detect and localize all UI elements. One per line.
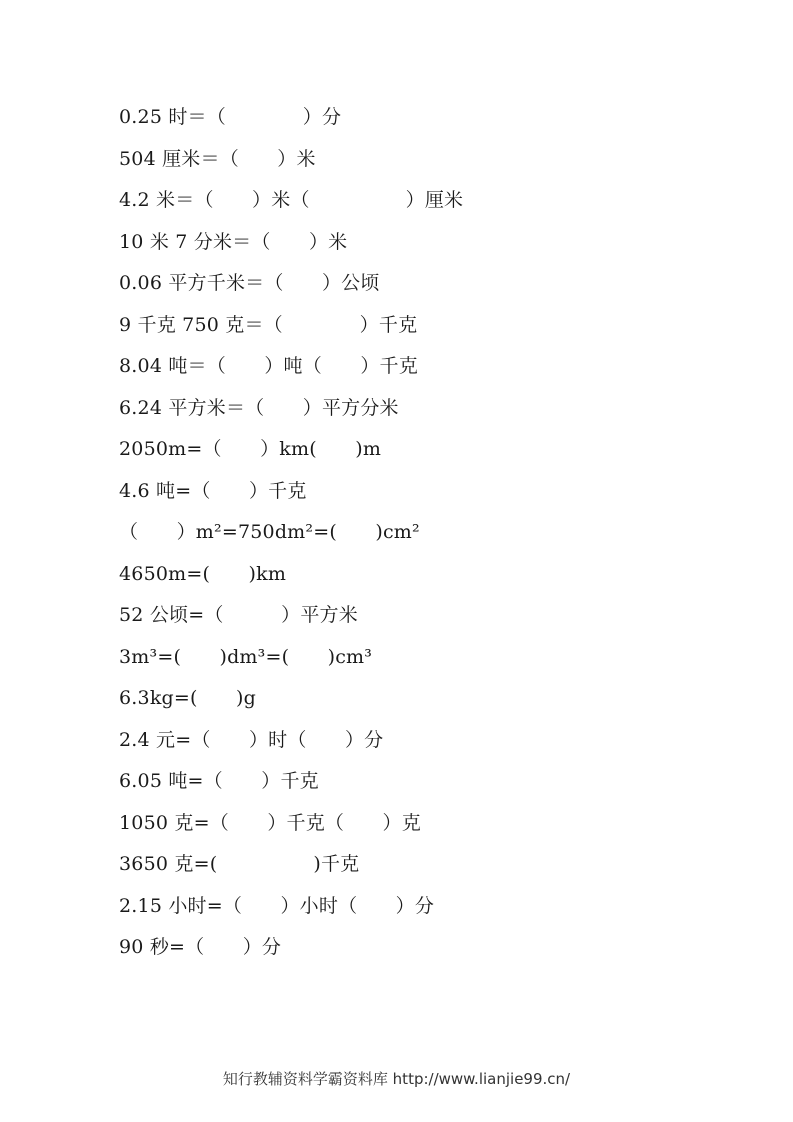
problem-line: 4650m=( )km <box>119 562 287 585</box>
problem-line: 2.4 元=（ ）时（ ）分 <box>119 728 384 751</box>
problem-line: 8.04 吨＝（ ）吨（ ）千克 <box>119 355 418 377</box>
problem-line: 9 千克 750 克＝（ ）千克 <box>119 313 418 336</box>
problem-line: 4.2 米＝（ ）米（ ）厘米 <box>119 189 464 211</box>
problem-line: 504 厘米＝（ ）米 <box>119 147 316 170</box>
problem-line: 4.6 吨=（ ）千克 <box>119 479 307 502</box>
problem-line: 0.06 平方千米＝（ ）公顷 <box>119 272 380 294</box>
problem-line: 0.25 时＝（ ）分 <box>119 106 342 128</box>
footer-watermark: 知行教辅资料学霸资料库 http://www.lianjie99.cn/ <box>222 1070 571 1088</box>
problem-line: 52 公顷=（ ）平方米 <box>119 604 358 626</box>
problem-line: 6.3kg=( )g <box>119 687 256 709</box>
problem-line: 10 米 7 分米＝（ ）米 <box>119 230 348 253</box>
problem-line: 90 秒=（ ）分 <box>119 936 282 958</box>
problem-line: 3650 克=( )千克 <box>119 853 360 875</box>
problem-line: 2.15 小时=（ ）小时（ ）分 <box>119 894 435 917</box>
problem-line: 6.24 平方米＝（ ）平方分米 <box>119 396 399 419</box>
problem-line: （ ）m²=750dm²=( )cm² <box>119 521 420 543</box>
problem-line: 1050 克=（ ）千克（ ）克 <box>119 811 421 834</box>
problem-line: 6.05 吨=（ ）千克 <box>119 770 319 792</box>
worksheet <box>119 100 759 972</box>
problem-line: 3m³=( )dm³=( )cm³ <box>119 645 373 668</box>
problem-line: 2050m=（ ）km( )m <box>119 438 382 460</box>
